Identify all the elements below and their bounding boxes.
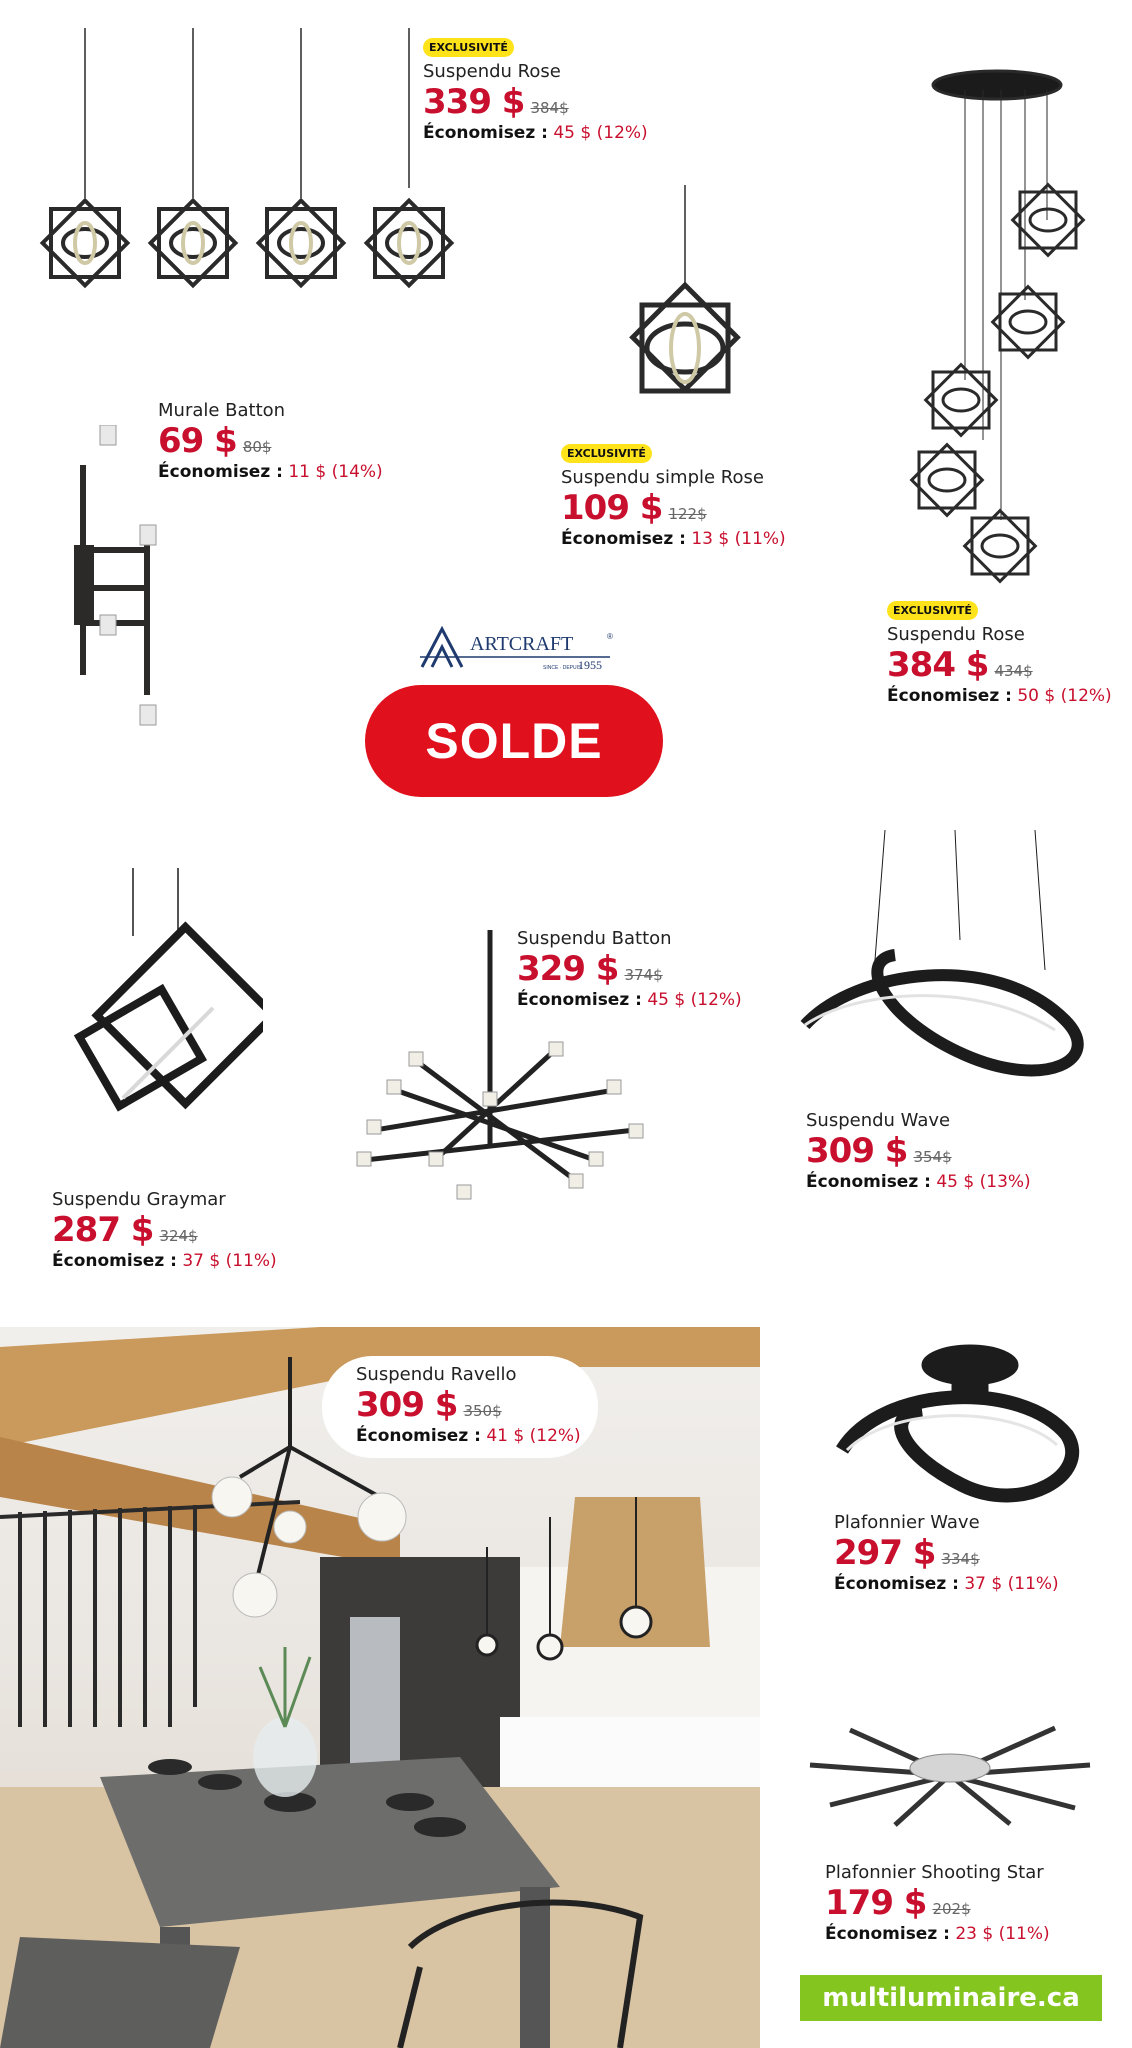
murale-batton-image [60, 425, 170, 735]
old-price: 122$ [668, 504, 707, 523]
suspendu-rose-cluster-image [905, 60, 1095, 600]
old-price: 80$ [242, 437, 272, 456]
sale-price: 384 $ [887, 644, 989, 685]
product-name: Suspendu Graymar [52, 1189, 226, 1210]
product-suspendu-graymar[interactable] [52, 1189, 277, 1271]
product-name: Plafonnier Wave [834, 1512, 980, 1533]
suspendu-simple-rose-image [610, 185, 760, 425]
old-price: 374$ [624, 965, 663, 984]
product-suspendu-wave[interactable] [806, 1110, 1031, 1192]
sale-price: 179 $ [825, 1882, 927, 1923]
old-price: 202$ [932, 1899, 971, 1918]
savings-value: 37 $ (11%) [964, 1573, 1059, 1594]
old-price: 434$ [994, 661, 1033, 680]
savings-label: Économisez : [834, 1573, 959, 1594]
product-suspendu-ravello[interactable] [322, 1356, 598, 1458]
savings-label: Économisez : [825, 1923, 950, 1944]
sale-price: 287 $ [52, 1209, 154, 1250]
savings-value: 41 $ (12%) [486, 1425, 581, 1446]
artcraft-logo-mark [420, 625, 620, 673]
product-plafonnier-shooting-star[interactable] [825, 1862, 1050, 1944]
sale-price: 69 $ [158, 420, 237, 461]
savings-label: Économisez : [517, 989, 642, 1010]
savings-value: 45 $ (12%) [647, 989, 742, 1010]
sale-price: 309 $ [356, 1384, 458, 1425]
sale-price: 329 $ [517, 948, 619, 989]
savings-label: Économisez : [52, 1250, 177, 1271]
exclusive-badge: EXCLUSIVITÉ [561, 444, 652, 463]
product-suspendu-batton[interactable] [517, 928, 742, 1010]
brand-since: SINCE · DEPUIS [543, 665, 582, 671]
exclusive-badge: EXCLUSIVITÉ [423, 38, 514, 57]
savings-value: 45 $ (13%) [936, 1171, 1031, 1192]
old-price: 384$ [530, 98, 569, 117]
savings-label: Économisez : [806, 1171, 931, 1192]
product-suspendu-rose-1[interactable] [423, 36, 648, 143]
old-price: 354$ [913, 1147, 952, 1166]
product-name: Murale Batton [158, 400, 286, 421]
brand-name: ARTCRAFT [470, 633, 574, 655]
savings-value: 13 $ (11%) [691, 528, 786, 549]
exclusive-badge: EXCLUSIVITÉ [887, 601, 978, 620]
savings-label: Économisez : [158, 461, 283, 482]
savings-label: Économisez : [561, 528, 686, 549]
product-name: Suspendu Rose [423, 61, 561, 82]
savings-label: Économisez : [356, 1425, 481, 1446]
product-name: Suspendu Wave [806, 1110, 951, 1131]
product-name: Suspendu simple Rose [561, 467, 764, 488]
old-price: 324$ [159, 1226, 198, 1245]
savings-value: 45 $ (12%) [553, 122, 648, 143]
product-suspendu-simple-rose[interactable] [561, 442, 786, 549]
suspendu-rose-four-light-image [30, 28, 460, 298]
sale-banner-button[interactable]: SOLDE [365, 685, 663, 797]
suspendu-wave-image [795, 830, 1095, 1100]
sale-price: 109 $ [561, 487, 663, 528]
savings-label: Économisez : [887, 685, 1012, 706]
savings-value: 50 $ (12%) [1017, 685, 1112, 706]
old-price: 334$ [941, 1549, 980, 1568]
product-suspendu-rose-2[interactable] [887, 599, 1112, 706]
plafonnier-shooting-star-image [800, 1720, 1100, 1830]
website-link-button[interactable]: multiluminaire.ca [800, 1975, 1102, 2021]
artcraft-logo [420, 625, 620, 673]
plafonnier-wave-image [822, 1325, 1082, 1525]
savings-value: 11 $ (14%) [288, 461, 383, 482]
sale-price: 297 $ [834, 1532, 936, 1573]
product-name: Suspendu Ravello [356, 1364, 517, 1385]
brand-reg: ® [607, 632, 613, 641]
suspendu-graymar-image [48, 868, 263, 1178]
product-name: Suspendu Rose [887, 624, 1025, 645]
product-murale-batton[interactable] [158, 400, 383, 482]
product-name: Suspendu Batton [517, 928, 672, 949]
sale-price: 309 $ [806, 1130, 908, 1171]
product-name: Plafonnier Shooting Star [825, 1862, 1044, 1883]
product-plafonnier-wave[interactable] [834, 1512, 1059, 1594]
savings-label: Économisez : [423, 122, 548, 143]
brand-year: 1955 [578, 658, 602, 672]
savings-value: 37 $ (11%) [182, 1250, 277, 1271]
savings-value: 23 $ (11%) [955, 1923, 1050, 1944]
sale-price: 339 $ [423, 81, 525, 122]
old-price: 350$ [463, 1401, 502, 1420]
